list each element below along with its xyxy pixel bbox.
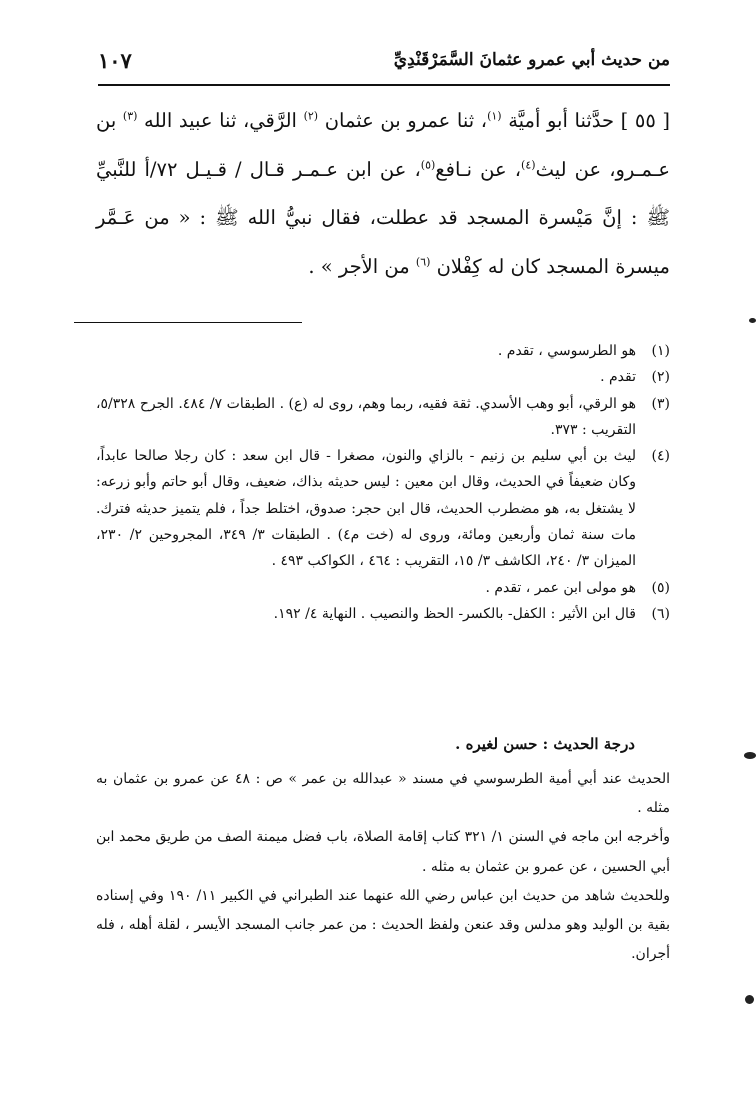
footnote-number: (٢)	[651, 369, 670, 386]
page-number: ١٠٧	[98, 48, 132, 73]
footnote-text: هو الطرسوسي ، تقدم .	[497, 343, 636, 359]
header-title: من حديث أبي عمرو عثمانَ السَّمَرْقَنْدِيِّ	[393, 50, 670, 70]
footnote-number: (٤)	[651, 448, 670, 465]
footnote-text: قال ابن الأثير : الكفل- بالكسر- الحظ والنصيب . النهاية ٤/ ١٩٢.	[273, 605, 636, 622]
footnote-number: (٦)	[651, 605, 670, 622]
footnote-number: (٣)	[651, 395, 670, 412]
takhrij-discussion	[96, 765, 670, 969]
footnote-text: هو مولى ابن عمر ، تقدم .	[485, 579, 636, 596]
footnote-separator	[74, 322, 302, 323]
hadith-text	[96, 97, 670, 291]
footnote-ref[interactable]: (٦)	[415, 255, 431, 268]
footnote-item	[96, 601, 670, 627]
footnote-item	[96, 575, 670, 601]
footnote-ref[interactable]: (٥)	[420, 158, 436, 171]
footnote-item	[96, 391, 670, 444]
discussion-paragraph: وأخرجه ابن ماجه في السنن ١/ ٣٢١ كتاب إقامة الصلاة، باب فضل ميمنة الصف من طريق محمد ابن أبي الحسين ، عن عمرو بن عثمان به مثله .	[96, 829, 671, 875]
hadith-segment: ، ثنا عمرو بن عثمان	[324, 109, 488, 132]
footnote-item	[96, 364, 670, 390]
scan-mark	[744, 752, 756, 759]
footnote-text: هو الرقي، أبو وهب الأسدي. ثقة فقيه، ربما وهم، روى له (ع) . الطبقات ٧/ ٤٨٤. الجرح ٥/٣٢٨، التقريب : ٣٧٣.	[96, 395, 637, 438]
scan-mark	[745, 995, 754, 1004]
footnote-ref[interactable]: (٢)	[303, 109, 319, 123]
hadith-segment: [ ٥٥ ] حدَّثنا أبو أميَّة	[508, 109, 671, 132]
footnotes	[96, 338, 670, 627]
hadith-segment: الرَّقي، ثنا عبيد الله	[144, 109, 297, 132]
hadith-segment: ، عن نـافع	[435, 157, 522, 181]
footnote-number: (١)	[651, 343, 670, 359]
discussion-paragraph: الحديث عند أبي أمية الطرسوسي في مسند « عبدالله بن عمر » ص : ٤٨ عن عمرو بن عثمان به مثله .	[96, 771, 670, 817]
discussion-paragraph: وللحديث شاهد من حديث ابن عباس رضي الله عنهما عند الطبراني في الكبير ١١/ ١٩٠ وفي إسناده بقية بن الوليد وهو مدلس وقد عنعن ولفظ الحديث : من عمر جانب المسجد الأيسر ، لقلة أهله ، فله أجران.	[96, 887, 671, 963]
footnote-ref[interactable]: (٤)	[521, 158, 536, 171]
scan-mark	[749, 318, 756, 323]
footnote-number: (٥)	[651, 579, 670, 596]
footnote-text: تقدم .	[600, 369, 636, 386]
hadith-segment: من الأجر » .	[308, 254, 410, 278]
footnote-item	[96, 338, 670, 364]
footnote-item	[96, 443, 670, 574]
hadith-segment: ، عن ابن عـمـر قـال / قـيـل ٧٢/أ للنَّبيِّ ﷺ : إنَّ مَيْسرة المسجد قد عطلت، فقال نبيُّ الله ﷺ : « من عَـمَّر ميسرة المسجد كان له كِفْلان	[96, 157, 670, 278]
footnote-ref[interactable]: (١)	[487, 109, 502, 123]
hadith-grade-heading: درجة الحديث : حسن لغيره .	[455, 735, 635, 753]
running-header	[98, 48, 670, 86]
footnote-text: ليث بن أبي سليم بن زنيم - بالزاي والنون، مصغرا - قال ابن سعد : كان رجلا صالحا عابداً، وكان ضعيفاً في الحديث، وقال ابن معين : ليس حديثه بذاك، ضعيف، وقال أبو حاتم وأبو زرعه: لا يشتغل به، هو مضطرب الحديث، قال ابن حجر: صدوق، اختلط جداً ، فلم يتميز حديثه فترك. مات سنة ثمان وأربعين ومائة، وروى له (خت م٤) . الطبقات ٣/ ٣٤٩، المجروحين ٢/ ٢٣٠، الميزان ٣/ ٢٤٠، الكاشف ٣/ ١٥، التقريب : ٤٦٤ ، الكواكب ٤٩٣ .	[96, 448, 637, 570]
footnote-ref[interactable]: (٣)	[122, 109, 138, 123]
hadith-paragraph	[96, 97, 670, 291]
hadith-segment: بن عـمـرو، عن ليث	[96, 109, 671, 181]
